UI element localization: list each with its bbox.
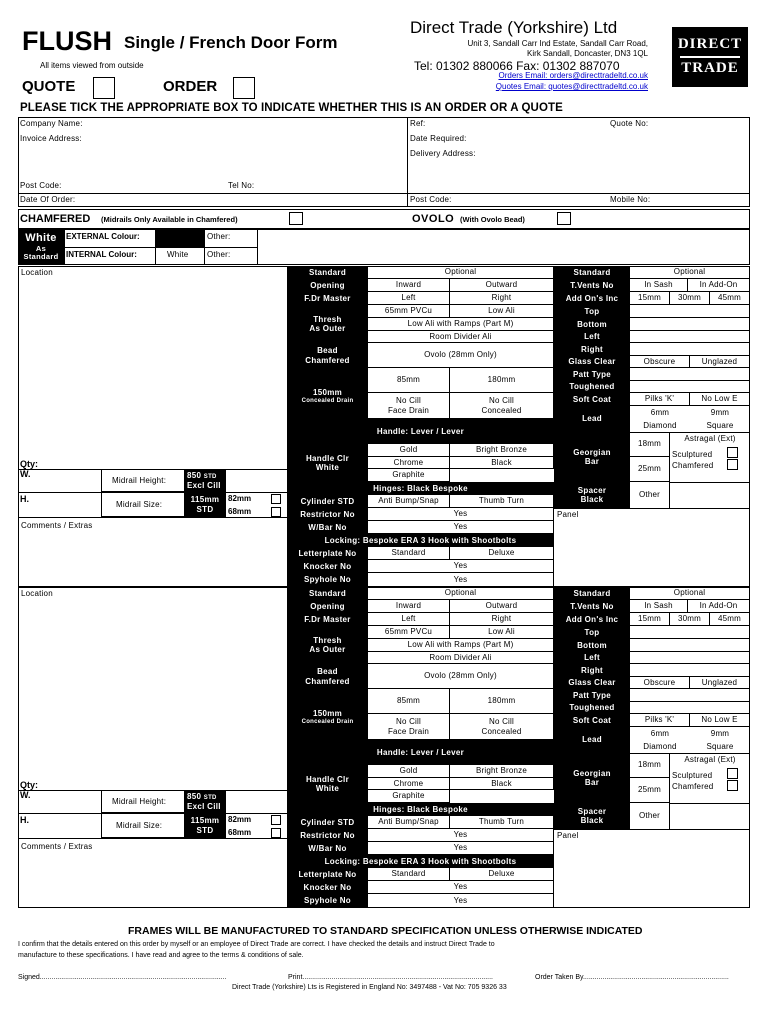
ovolo-note: (With Ovolo Bead) bbox=[460, 215, 525, 224]
cill-150mm-label: 150mm Concealed Drain bbox=[287, 689, 368, 740]
handle-clr-label: Handle Clr White bbox=[287, 444, 368, 482]
size-82mm-label: 82mm bbox=[228, 815, 252, 824]
georgian-bar-label: Georgian Bar bbox=[554, 432, 630, 482]
opt-no-cill-face[interactable]: No Cill Face Drain bbox=[368, 393, 450, 419]
comments-field[interactable]: Comments / Extras bbox=[21, 521, 93, 530]
fdr-master-label: F.Dr Master bbox=[287, 613, 368, 626]
opt-astragal[interactable]: Astragal (Ext) bbox=[684, 433, 736, 443]
restrictor-no-label: Restrictor No bbox=[287, 829, 368, 842]
right-standard-header: Standard bbox=[554, 587, 630, 600]
chamfered-bar-checkbox[interactable] bbox=[727, 780, 738, 791]
opt-chrome[interactable]: Chrome bbox=[368, 778, 450, 790]
midrail-std-size: 115mm STD bbox=[184, 813, 226, 838]
opt-chrome[interactable]: Chrome bbox=[368, 457, 450, 469]
midrail-height-value: 850 STD Excl Cill bbox=[184, 469, 226, 492]
opt-25mm[interactable]: 25mm bbox=[630, 457, 670, 482]
size-68mm-checkbox[interactable] bbox=[271, 507, 281, 517]
external-colour-label: EXTERNAL Colour: bbox=[66, 232, 140, 241]
sculptured-label: Sculptured bbox=[672, 771, 713, 780]
ref-field[interactable]: Ref: bbox=[410, 119, 426, 128]
opt-anti-bump[interactable]: Anti Bump/Snap bbox=[368, 816, 450, 829]
opt-6mm[interactable]: 6mm bbox=[650, 407, 670, 417]
midrail-height-label: Midrail Height: bbox=[112, 476, 167, 485]
midrail-std-size: 115mm STD bbox=[184, 492, 226, 517]
opt-unglazed[interactable]: Unglazed bbox=[690, 677, 750, 689]
opt-gold[interactable]: Gold bbox=[368, 765, 450, 778]
location-field[interactable]: Location bbox=[21, 589, 53, 598]
addon-left-value[interactable] bbox=[630, 331, 750, 343]
addon-bottom-value[interactable] bbox=[630, 318, 750, 331]
opt-restrictor-yes[interactable]: Yes bbox=[368, 508, 554, 521]
opt-square[interactable]: Square bbox=[706, 420, 734, 430]
opt-inward[interactable]: Inward bbox=[368, 279, 450, 292]
delivery-address-field[interactable]: Delivery Address: bbox=[410, 149, 476, 158]
size-68mm-label: 68mm bbox=[228, 828, 252, 837]
external-other-field[interactable]: Other: bbox=[207, 232, 231, 241]
opt-outward[interactable]: Outward bbox=[450, 279, 554, 292]
mobile-no-field[interactable]: Mobile No: bbox=[610, 195, 651, 204]
spacer-label: Spacer Black bbox=[554, 803, 630, 829]
opt-right[interactable]: Right bbox=[450, 613, 554, 626]
opt-thumb-turn[interactable]: Thumb Turn bbox=[450, 495, 554, 508]
company-name: Direct Trade (Yorkshire) Ltd bbox=[410, 18, 618, 37]
spacer-label: Spacer Black bbox=[554, 482, 630, 508]
addon-top-label: Top bbox=[554, 305, 630, 318]
cylinder-std-label: Cylinder STD bbox=[287, 816, 368, 829]
opt-graphite[interactable]: Graphite bbox=[368, 790, 450, 803]
location-field[interactable]: Location bbox=[21, 268, 53, 277]
opt-diamond[interactable]: Diamond bbox=[643, 741, 677, 751]
ovolo-checkbox[interactable] bbox=[557, 212, 571, 225]
restrictor-no-label: Restrictor No bbox=[287, 508, 368, 521]
midrail-size-label: Midrail Size: bbox=[116, 500, 163, 509]
opt-bright-bronze[interactable]: Bright Bronze bbox=[450, 765, 554, 778]
opt-knocker-yes[interactable]: Yes bbox=[368, 560, 554, 573]
size-68mm-label: 68mm bbox=[228, 507, 252, 516]
bead-label: Bead Chamfered bbox=[287, 343, 368, 368]
opening-label: Opening bbox=[287, 279, 368, 292]
opt-no-cill-concealed[interactable]: No Cill Concealed bbox=[450, 393, 554, 419]
opt-9mm[interactable]: 9mm bbox=[710, 407, 730, 417]
opt-letterplate-deluxe[interactable]: Deluxe bbox=[450, 868, 554, 881]
panel-field[interactable]: Panel bbox=[557, 831, 579, 840]
knocker-no-label: Knocker No bbox=[287, 881, 368, 894]
opt-15mm[interactable]: 15mm bbox=[630, 292, 670, 305]
opt-letterplate-deluxe[interactable]: Deluxe bbox=[450, 547, 554, 560]
white-as-standard: White As Standard bbox=[18, 229, 64, 265]
date-required-field[interactable]: Date Required: bbox=[410, 134, 467, 143]
soft-coat-label: Soft Coat bbox=[554, 393, 630, 406]
hinges-label: Hinges: Black Bespoke bbox=[287, 482, 554, 495]
opt-65mm-pvcu[interactable]: 65mm PVCu bbox=[368, 626, 450, 639]
opt-85mm[interactable]: 85mm bbox=[368, 368, 450, 393]
opt-gold[interactable]: Gold bbox=[368, 444, 450, 457]
opt-in-sash[interactable]: In Sash bbox=[630, 600, 688, 613]
chamfered-bar-label: Chamfered bbox=[672, 782, 714, 791]
opt-room-divider[interactable]: Room Divider Ali bbox=[368, 331, 554, 343]
opt-30mm[interactable]: 30mm bbox=[670, 292, 710, 305]
frames-note: FRAMES WILL BE MANUFACTURED TO STANDARD SPECIFICATION UNLESS OTHERWISE INDICATED bbox=[128, 925, 643, 937]
opt-no-low-e[interactable]: No Low E bbox=[690, 393, 750, 406]
spyhole-no-label: Spyhole No bbox=[287, 894, 368, 908]
date-of-order-field[interactable]: Date Of Order: bbox=[20, 195, 76, 204]
tel-no-field[interactable]: Tel No: bbox=[228, 181, 255, 190]
addon-top-value[interactable] bbox=[630, 626, 750, 639]
chamfered-note: (Midrails Only Available in Chamfered) bbox=[101, 215, 238, 224]
standard-header: Standard bbox=[287, 587, 368, 600]
midrail-height-value: 850 STD Excl Cill bbox=[184, 790, 226, 813]
opt-left[interactable]: Left bbox=[368, 292, 450, 305]
opt-low-ali[interactable]: Low Ali bbox=[450, 305, 554, 318]
sculptured-checkbox[interactable] bbox=[727, 447, 738, 458]
print-field[interactable]: Print.................................................................................................. bbox=[288, 974, 493, 981]
quote-no-field[interactable]: Quote No: bbox=[610, 119, 649, 128]
glass-clear-label: Glass Clear bbox=[554, 356, 630, 368]
sculptured-checkbox[interactable] bbox=[727, 768, 738, 779]
addon-right-value[interactable] bbox=[630, 343, 750, 356]
company-address-1: Unit 3, Sandall Carr Ind Estate, Sandall Carr Road, bbox=[467, 39, 648, 48]
opt-30mm[interactable]: 30mm bbox=[670, 613, 710, 626]
opt-no-cill-face[interactable]: No Cill Face Drain bbox=[368, 714, 450, 740]
size-82mm-checkbox[interactable] bbox=[271, 815, 281, 825]
opt-square[interactable]: Square bbox=[706, 741, 734, 751]
opt-18mm[interactable]: 18mm bbox=[630, 753, 670, 778]
right-optional-header: Optional bbox=[630, 587, 750, 600]
opt-ovolo-28mm[interactable]: Ovolo (28mm Only) bbox=[368, 343, 554, 368]
opt-15mm[interactable]: 15mm bbox=[630, 613, 670, 626]
quote-checkbox[interactable] bbox=[93, 77, 115, 99]
opt-obscure[interactable]: Obscure bbox=[630, 356, 690, 368]
opt-obscure[interactable]: Obscure bbox=[630, 677, 690, 689]
opt-180mm[interactable]: 180mm bbox=[450, 368, 554, 393]
tvents-no-label: T.Vents No bbox=[554, 600, 630, 613]
opt-ovolo-28mm[interactable]: Ovolo (28mm Only) bbox=[368, 664, 554, 689]
opt-low-ali[interactable]: Low Ali bbox=[450, 626, 554, 639]
addon-right-label: Right bbox=[554, 343, 630, 356]
opt-outward[interactable]: Outward bbox=[450, 600, 554, 613]
opt-astragal[interactable]: Astragal (Ext) bbox=[684, 754, 736, 764]
height-field[interactable]: H. bbox=[20, 494, 29, 504]
handle-clr-label: Handle Clr White bbox=[287, 765, 368, 803]
internal-colour-label: INTERNAL Colour: bbox=[66, 250, 137, 259]
opt-left[interactable]: Left bbox=[368, 613, 450, 626]
width-field[interactable]: W. bbox=[20, 790, 31, 800]
opt-spacer-other[interactable]: Other bbox=[630, 482, 670, 508]
spyhole-no-label: Spyhole No bbox=[287, 573, 368, 587]
addon-left-value[interactable] bbox=[630, 652, 750, 664]
opt-in-addon[interactable]: In Add-On bbox=[688, 279, 750, 292]
patt-type-label: Patt Type bbox=[554, 368, 630, 381]
chamfered-bar-checkbox[interactable] bbox=[727, 459, 738, 470]
order-taken-field[interactable]: Order Taken By........................................................................... bbox=[535, 974, 729, 981]
patt-type-label: Patt Type bbox=[554, 689, 630, 702]
cill-150mm-label: 150mm Concealed Drain bbox=[287, 368, 368, 419]
door-section-2 bbox=[0, 587, 770, 908]
confirm-line-2: manufacture to these specifications. I have read and agree to the terms & conditions of sale. bbox=[18, 952, 304, 959]
opt-in-addon[interactable]: In Add-On bbox=[688, 600, 750, 613]
opt-180mm[interactable]: 180mm bbox=[450, 689, 554, 714]
panel-field[interactable]: Panel bbox=[557, 510, 579, 519]
subtitle: All items viewed from outside bbox=[40, 61, 144, 70]
orders-email-link[interactable]: Orders Email: orders@directtradeltd.co.uk bbox=[498, 71, 648, 80]
opt-spyhole-yes[interactable]: Yes bbox=[368, 894, 554, 908]
opt-knocker-yes[interactable]: Yes bbox=[368, 881, 554, 894]
opt-no-low-e[interactable]: No Low E bbox=[690, 714, 750, 727]
addons-inc-label: Add On's Inc bbox=[554, 292, 630, 305]
addon-left-label: Left bbox=[554, 652, 630, 664]
midrail-height-label: Midrail Height: bbox=[112, 797, 167, 806]
opt-wbar-yes[interactable]: Yes bbox=[368, 521, 554, 534]
opt-65mm-pvcu[interactable]: 65mm PVCu bbox=[368, 305, 450, 318]
opt-letterplate-standard[interactable]: Standard bbox=[368, 868, 450, 881]
comments-field[interactable]: Comments / Extras bbox=[21, 842, 93, 851]
addon-right-value[interactable] bbox=[630, 664, 750, 677]
width-field[interactable]: W. bbox=[20, 469, 31, 479]
opt-6mm[interactable]: 6mm bbox=[650, 728, 670, 738]
patt-type-value[interactable] bbox=[630, 689, 750, 702]
letterplate-no-label: Letterplate No bbox=[287, 547, 368, 560]
sculptured-label: Sculptured bbox=[672, 450, 713, 459]
handle-lever-label: Handle: Lever / Lever bbox=[287, 419, 554, 444]
thresh-label: Thresh As Outer bbox=[287, 305, 368, 343]
opt-anti-bump[interactable]: Anti Bump/Snap bbox=[368, 495, 450, 508]
patt-type-value[interactable] bbox=[630, 368, 750, 381]
soft-coat-label: Soft Coat bbox=[554, 714, 630, 727]
addon-top-value[interactable] bbox=[630, 305, 750, 318]
opt-thumb-turn[interactable]: Thumb Turn bbox=[450, 816, 554, 829]
opt-spyhole-yes[interactable]: Yes bbox=[368, 573, 554, 587]
opt-diamond[interactable]: Diamond bbox=[643, 420, 677, 430]
internal-other-field[interactable]: Other: bbox=[207, 250, 231, 259]
optional-header: Optional bbox=[368, 587, 554, 600]
cylinder-std-label: Cylinder STD bbox=[287, 495, 368, 508]
order-label: ORDER bbox=[163, 78, 218, 95]
toughened-value[interactable] bbox=[630, 381, 750, 393]
knocker-no-label: Knocker No bbox=[287, 560, 368, 573]
opt-45mm[interactable]: 45mm bbox=[710, 613, 750, 626]
qty-field[interactable]: Qty: bbox=[20, 459, 38, 469]
opt-wbar-yes[interactable]: Yes bbox=[368, 842, 554, 855]
addon-bottom-label: Bottom bbox=[554, 318, 630, 331]
opt-room-divider[interactable]: Room Divider Ali bbox=[368, 652, 554, 664]
opt-graphite[interactable]: Graphite bbox=[368, 469, 450, 482]
delivery-post-code-field[interactable]: Post Code: bbox=[410, 195, 452, 204]
confirm-line-1: I confirm that the details entered on this order by myself or an employee of Direct Trade are correct. I have checked the details and instruct Direct Trade to bbox=[18, 941, 495, 948]
quotes-email-link[interactable]: Quotes Email: quotes@directtradeltd.co.uk bbox=[495, 82, 648, 91]
ovolo-label: OVOLO bbox=[412, 213, 455, 225]
lead-label: Lead bbox=[554, 406, 630, 432]
wbar-no-label: W/Bar No bbox=[287, 842, 368, 855]
size-68mm-checkbox[interactable] bbox=[271, 828, 281, 838]
opt-85mm[interactable]: 85mm bbox=[368, 689, 450, 714]
opt-45mm[interactable]: 45mm bbox=[710, 292, 750, 305]
instruction-text: PLEASE TICK THE APPROPRIATE BOX TO INDICATE WHETHER THIS IS AN ORDER OR A QUOTE bbox=[20, 102, 563, 114]
opening-label: Opening bbox=[287, 600, 368, 613]
opt-in-sash[interactable]: In Sash bbox=[630, 279, 688, 292]
handle-lever-label: Handle: Lever / Lever bbox=[287, 740, 554, 765]
direct-trade-logo: DIRECT TRADE bbox=[672, 27, 748, 87]
right-standard-header: Standard bbox=[554, 266, 630, 279]
chamfered-bar-label: Chamfered bbox=[672, 461, 714, 470]
glass-clear-label: Glass Clear bbox=[554, 677, 630, 689]
midrail-size-label: Midrail Size: bbox=[116, 821, 163, 830]
optional-header: Optional bbox=[368, 266, 554, 279]
internal-colour-value: White bbox=[167, 250, 189, 259]
company-telfax: Tel: 01302 880066 Fax: 01302 887070 bbox=[414, 59, 620, 73]
opt-9mm[interactable]: 9mm bbox=[710, 728, 730, 738]
opt-pilks-k[interactable]: Pilks 'K' bbox=[630, 714, 690, 727]
toughened-label: Toughened bbox=[554, 702, 630, 714]
addon-bottom-label: Bottom bbox=[554, 639, 630, 652]
opt-25mm[interactable]: 25mm bbox=[630, 778, 670, 803]
company-address-2: Kirk Sandall, Doncaster, DN3 1QL bbox=[527, 49, 648, 58]
opt-spacer-other[interactable]: Other bbox=[630, 803, 670, 829]
fdr-master-label: F.Dr Master bbox=[287, 292, 368, 305]
form-title: FLUSH bbox=[22, 26, 112, 56]
lead-label: Lead bbox=[554, 727, 630, 753]
company-name-field[interactable]: Company Name: bbox=[20, 119, 83, 128]
addon-top-label: Top bbox=[554, 626, 630, 639]
tvents-no-label: T.Vents No bbox=[554, 279, 630, 292]
opt-low-ali-ramps[interactable]: Low Ali with Ramps (Part M) bbox=[368, 639, 554, 652]
wbar-no-label: W/Bar No bbox=[287, 521, 368, 534]
qty-field[interactable]: Qty: bbox=[20, 780, 38, 790]
opt-no-cill-concealed[interactable]: No Cill Concealed bbox=[450, 714, 554, 740]
addon-right-label: Right bbox=[554, 664, 630, 677]
post-code-field[interactable]: Post Code: bbox=[20, 181, 62, 190]
chamfered-checkbox[interactable] bbox=[289, 212, 303, 225]
external-colour-swatch bbox=[156, 229, 204, 247]
locking-label: Locking: Bespoke ERA 3 Hook with Shootbolts bbox=[287, 534, 554, 547]
addons-inc-label: Add On's Inc bbox=[554, 613, 630, 626]
opt-unglazed[interactable]: Unglazed bbox=[690, 356, 750, 368]
opt-bright-bronze[interactable]: Bright Bronze bbox=[450, 444, 554, 457]
thresh-label: Thresh As Outer bbox=[287, 626, 368, 664]
addon-bottom-value[interactable] bbox=[630, 639, 750, 652]
standard-header: Standard bbox=[287, 266, 368, 279]
georgian-bar-label: Georgian Bar bbox=[554, 753, 630, 803]
right-optional-header: Optional bbox=[630, 266, 750, 279]
toughened-label: Toughened bbox=[554, 381, 630, 393]
addon-left-label: Left bbox=[554, 331, 630, 343]
opt-black[interactable]: Black bbox=[450, 778, 554, 790]
opt-18mm[interactable]: 18mm bbox=[630, 432, 670, 457]
opt-black[interactable]: Black bbox=[450, 457, 554, 469]
door-section-1 bbox=[0, 266, 770, 587]
opt-inward[interactable]: Inward bbox=[368, 600, 450, 613]
letterplate-no-label: Letterplate No bbox=[287, 868, 368, 881]
hinges-label: Hinges: Black Bespoke bbox=[287, 803, 554, 816]
opt-right[interactable]: Right bbox=[450, 292, 554, 305]
order-checkbox[interactable] bbox=[233, 77, 255, 99]
form-title-rest: Single / French Door Form bbox=[124, 33, 338, 52]
opt-letterplate-standard[interactable]: Standard bbox=[368, 547, 450, 560]
size-82mm-checkbox[interactable] bbox=[271, 494, 281, 504]
opt-restrictor-yes[interactable]: Yes bbox=[368, 829, 554, 842]
toughened-value[interactable] bbox=[630, 702, 750, 714]
size-82mm-label: 82mm bbox=[228, 494, 252, 503]
registration-text: Direct Trade (Yorkshire) Lts is Registered in England No: 3497488 - Vat No: 705 9326 33 bbox=[232, 984, 507, 991]
height-field[interactable]: H. bbox=[20, 815, 29, 825]
invoice-address-field[interactable]: Invoice Address: bbox=[20, 134, 82, 143]
quote-label: QUOTE bbox=[22, 78, 76, 95]
locking-label: Locking: Bespoke ERA 3 Hook with Shootbolts bbox=[287, 855, 554, 868]
signed-field[interactable]: Signed................................................................................................ bbox=[18, 974, 227, 981]
chamfered-label: CHAMFERED bbox=[20, 213, 91, 225]
opt-pilks-k[interactable]: Pilks 'K' bbox=[630, 393, 690, 406]
bead-label: Bead Chamfered bbox=[287, 664, 368, 689]
opt-low-ali-ramps[interactable]: Low Ali with Ramps (Part M) bbox=[368, 318, 554, 331]
